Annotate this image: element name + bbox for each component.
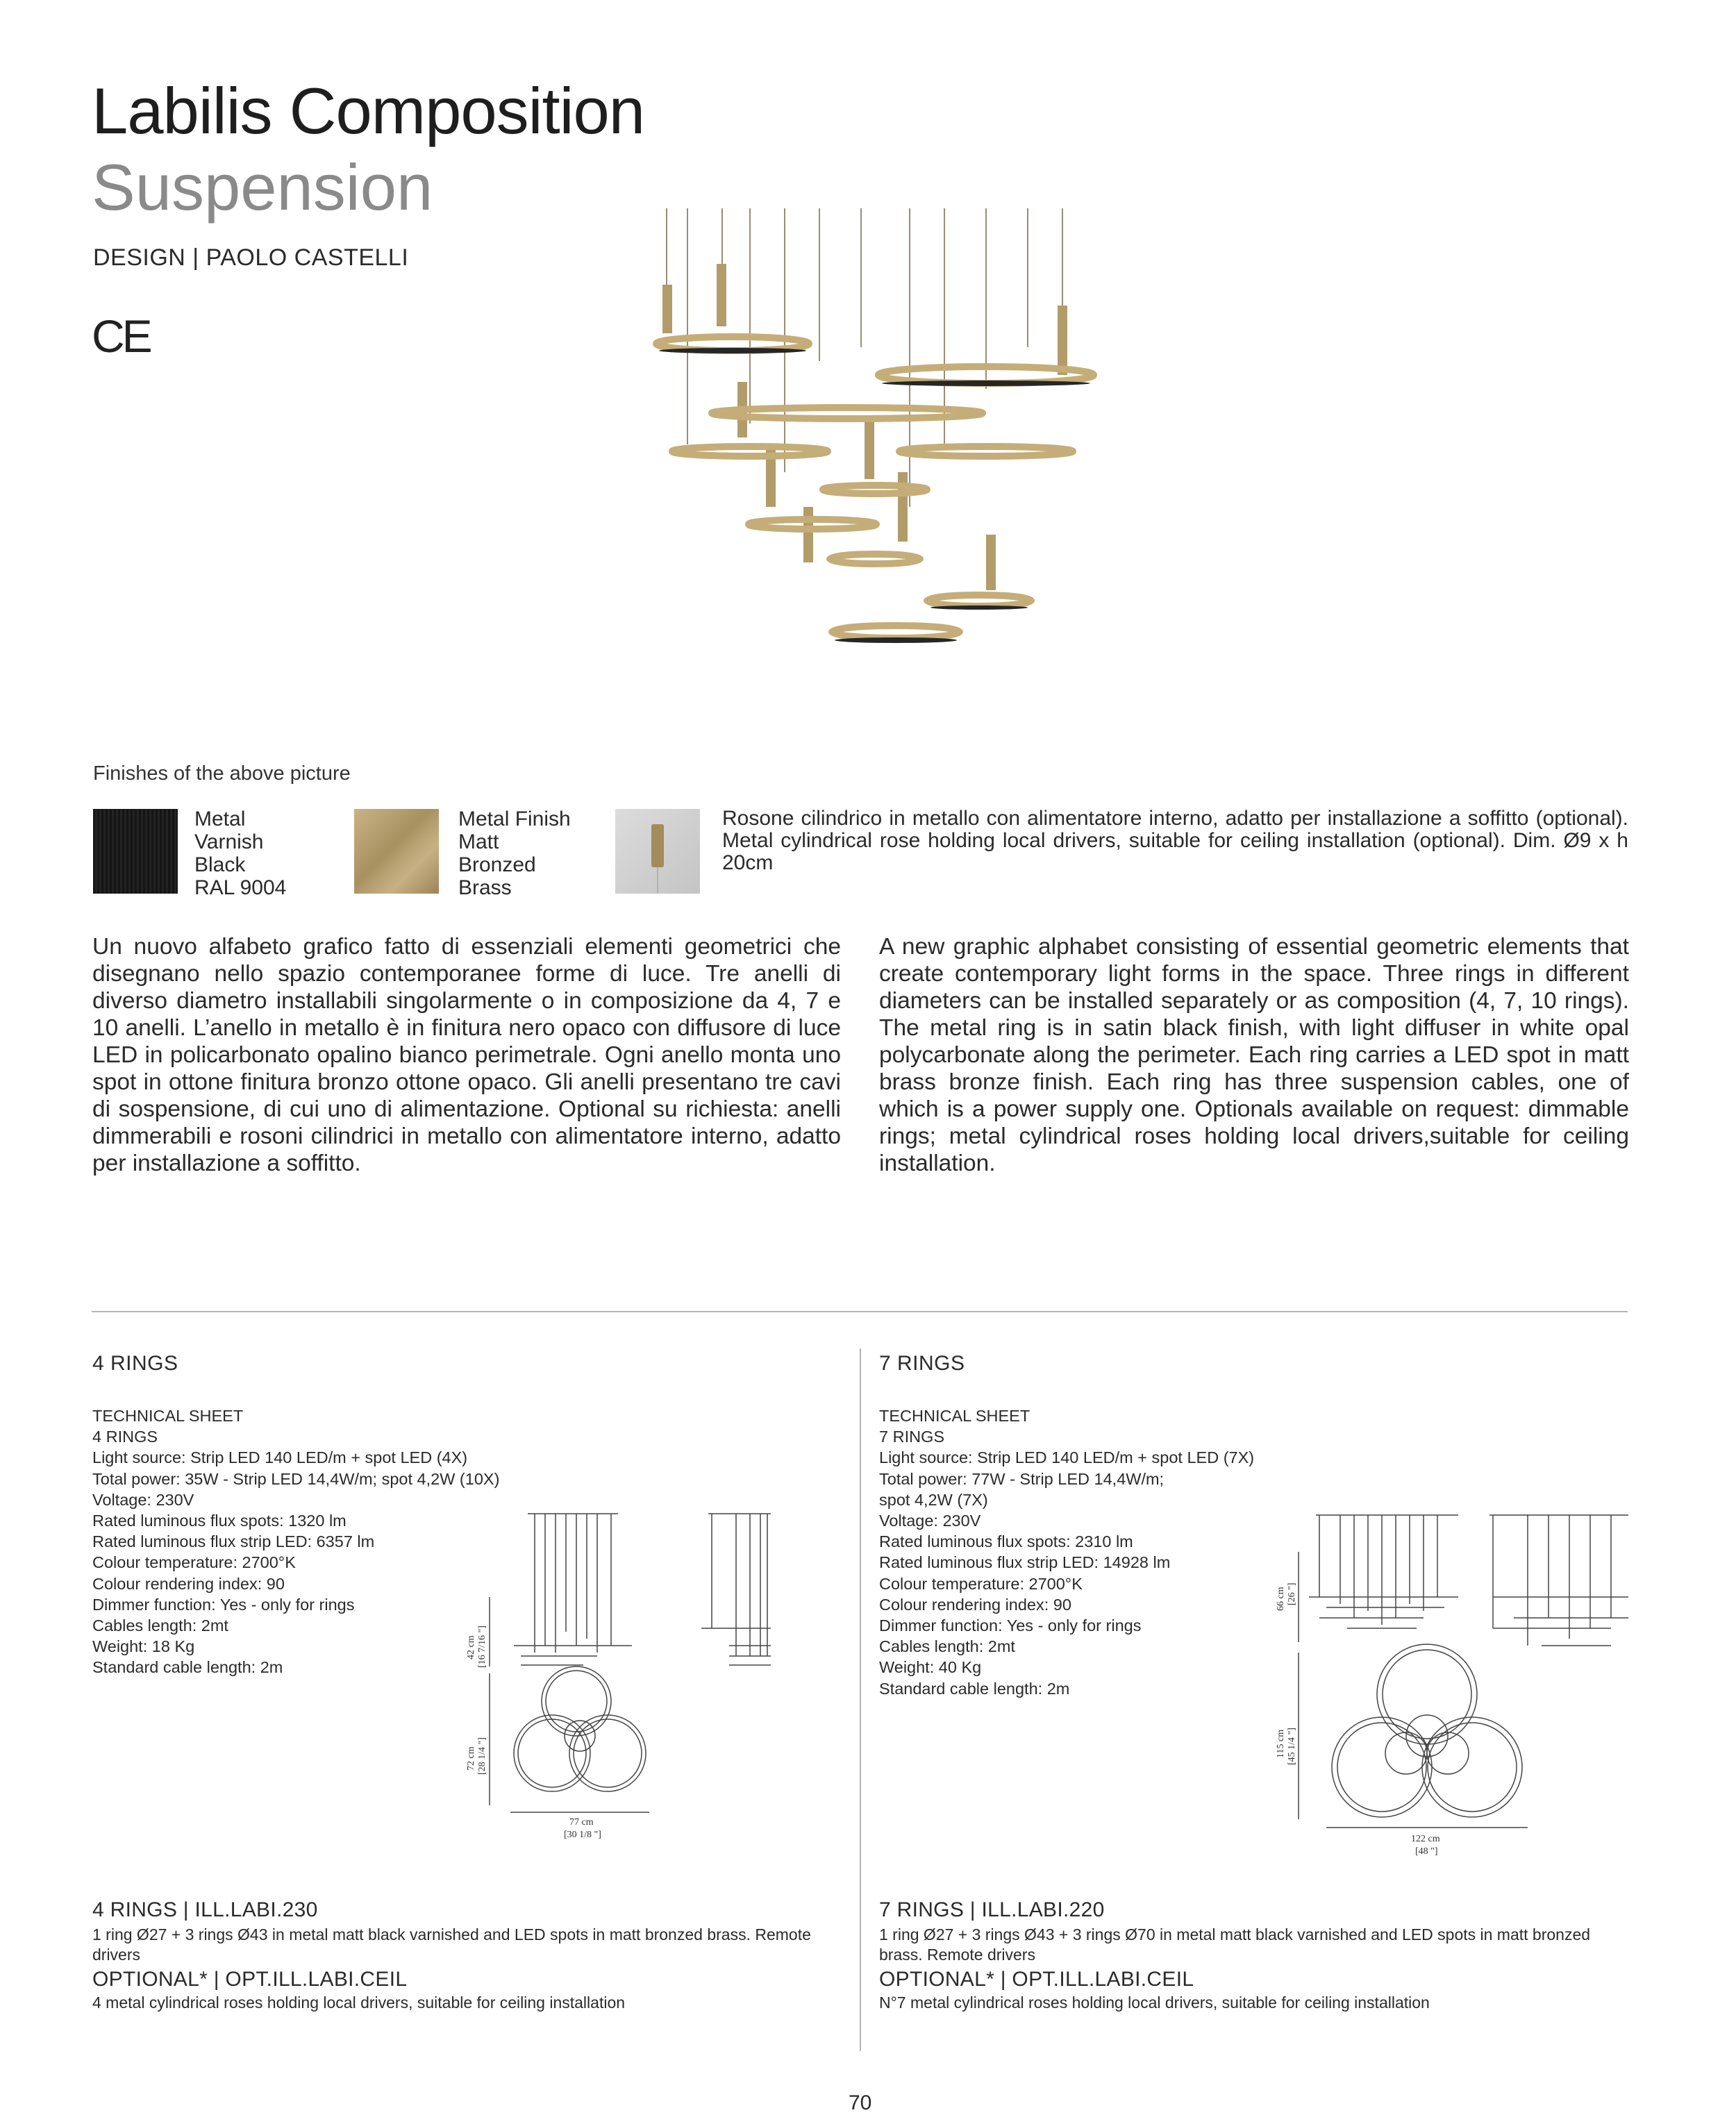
tech-line: Colour rendering index: 90 bbox=[92, 1574, 285, 1593]
finish-black-line: Metal bbox=[194, 808, 246, 830]
tech-line: Weight: 18 Kg bbox=[92, 1637, 195, 1656]
ce-mark-icon: CE bbox=[92, 310, 150, 362]
technical-drawing-4-rings bbox=[444, 1507, 847, 1847]
tech-line: Light source: Strip LED 140 LED/m + spot LED (7X) bbox=[879, 1448, 1255, 1467]
finish-black-text bbox=[194, 808, 286, 899]
dim-width-in: [30 1/8 "] bbox=[564, 1830, 601, 1840]
tech-line: Cables length: 2mt bbox=[879, 1637, 1015, 1656]
finish-brass-line: Brass bbox=[458, 876, 512, 899]
dim-width-cm: 122 cm bbox=[1411, 1834, 1440, 1844]
tech-line: Dimmer function: Yes - only for rings bbox=[879, 1616, 1142, 1635]
finish-swatch-brass bbox=[354, 809, 439, 894]
tech-line: Standard cable length: 2m bbox=[92, 1658, 283, 1677]
brass-spots bbox=[662, 264, 1067, 590]
tech-line: TECHNICAL SHEET bbox=[879, 1407, 1030, 1425]
finish-black-line: RAL 9004 bbox=[194, 876, 287, 899]
tech-sheet-7-rings bbox=[879, 1405, 1254, 1699]
optional-code-7-rings: OPTIONAL* | OPT.ILL.LABI.CEIL bbox=[879, 1968, 1194, 1991]
tech-line: Dimmer function: Yes - only for rings bbox=[92, 1595, 355, 1614]
technical-drawing-7-rings bbox=[1250, 1507, 1639, 1861]
finish-swatch-black bbox=[93, 809, 178, 894]
tech-line: spot 4,2W (7X) bbox=[879, 1490, 988, 1509]
tech-line: Colour rendering index: 90 bbox=[879, 1595, 1071, 1614]
product-photo bbox=[611, 208, 1208, 667]
finish-black-line: Black bbox=[194, 853, 246, 876]
tech-line: Cables length: 2mt bbox=[92, 1616, 228, 1635]
dim-depth-in: [28 1/4 "] bbox=[477, 1737, 487, 1775]
section-title-4-rings: 4 RINGS bbox=[92, 1352, 178, 1375]
tech-line: Voltage: 230V bbox=[92, 1490, 194, 1509]
tech-line: Standard cable length: 2m bbox=[879, 1679, 1070, 1698]
dim-depth-cm: 72 cm bbox=[466, 1746, 476, 1771]
section-title-7-rings: 7 RINGS bbox=[879, 1352, 965, 1375]
description-english: A new graphic alphabet consisting of essential geometric elements that create contemporary light forms in the space. Three rings in different diameters can be installed separately or as composition (4, 7, 10 rings). The metal ring is in satin black finish, with light diffuser in white opal polycarbonate along the perimeter. Each ring carries a LED spot in matt brass bronze finish. Each ring has three suspension cables, one of which is a power supply one. Optionals available on request: dimmable rings; metal cylindrical roses holding local drivers,suitable for ceiling installation. bbox=[879, 934, 1629, 1176]
tech-sheet-4-rings bbox=[92, 1405, 499, 1678]
page-subtitle: Suspension bbox=[92, 151, 433, 224]
column-divider bbox=[860, 1348, 861, 2051]
dim-height-in: [16 7/16 "] bbox=[477, 1625, 487, 1668]
optional-code-4-rings: OPTIONAL* | OPT.ILL.LABI.CEIL bbox=[92, 1968, 408, 1991]
section-divider bbox=[92, 1311, 1628, 1312]
description-italian: Un nuovo alfabeto grafico fatto di essenziali elementi geometrici che disegnano nello spazio contemporanee forme di luce. Tre anelli di diverso diametro installabili singolarmente o in composizione da 4, 7 e 10 anelli. L’anello in metallo è in finitura nero opaco con diffusore di luce LED in policarbonato opalino bianco perimetrale. Ogni anello monta uno spot in ottone finitura bronzo ottone opaco. Gli anelli presentano tre cavi di sospensione, di cui uno di alimentazione. Optional su richiesta: anelli dimmerabili e rosoni cilindrici in metallo con alimentatore interno, adatto per installazione a soffitto. bbox=[92, 934, 841, 1176]
finish-brass-line: Metal Finish bbox=[458, 808, 571, 830]
tech-line: Total power: 77W - Strip LED 14,4W/m; bbox=[879, 1469, 1165, 1488]
finish-black-line: Varnish bbox=[194, 830, 264, 853]
tech-line: 4 RINGS bbox=[92, 1428, 158, 1446]
optional-description-7-rings: N°7 metal cylindrical roses holding local drivers, suitable for ceiling installation bbox=[879, 1993, 1430, 2012]
tech-line: Rated luminous flux strip LED: 6357 lm bbox=[92, 1532, 375, 1551]
finish-brass-line: Bronzed bbox=[458, 853, 536, 876]
product-code-7-rings: 7 RINGS | ILL.LABI.220 bbox=[879, 1898, 1105, 1921]
product-description-4-rings: 1 ring Ø27 + 3 rings Ø43 in metal matt black varnished and LED spots in matt bronzed brass. Remote drivers bbox=[92, 1925, 811, 1964]
tech-line: Colour temperature: 2700°K bbox=[92, 1553, 296, 1572]
rose-icon bbox=[615, 809, 700, 894]
rose-photo bbox=[615, 809, 700, 894]
finish-brass-line: Matt bbox=[458, 830, 499, 853]
tech-line: Rated luminous flux spots: 1320 lm bbox=[92, 1512, 347, 1530]
tech-line: Colour temperature: 2700°K bbox=[879, 1574, 1083, 1593]
tech-line: Rated luminous flux spots: 2310 lm bbox=[879, 1532, 1133, 1551]
designer-credit: DESIGN | PAOLO CASTELLI bbox=[93, 244, 409, 271]
page-title: Labilis Composition bbox=[92, 74, 645, 147]
dim-depth-cm: 115 cm bbox=[1276, 1729, 1286, 1758]
dim-width-cm: 77 cm bbox=[569, 1817, 594, 1828]
tech-line: Total power: 35W - Strip LED 14,4W/m; spot 4,2W (10X) bbox=[92, 1469, 500, 1488]
dim-height-cm: 42 cm bbox=[466, 1635, 476, 1660]
tech-line: Rated luminous flux strip LED: 14928 lm bbox=[879, 1553, 1171, 1572]
tech-line: Weight: 40 Kg bbox=[879, 1658, 982, 1677]
rose-description: Rosone cilindrico in metallo con alimentatore interno, adatto per installazione a soffitto (optional). Metal cylindrical rose holding local drivers, suitable for ceiling installation (optional). Dim. Ø9 x h 20cm bbox=[722, 807, 1628, 874]
dim-height-cm: 66 cm bbox=[1276, 1587, 1286, 1611]
dim-width-in: [48 "] bbox=[1415, 1846, 1438, 1857]
product-description-7-rings: 1 ring Ø27 + 3 rings Ø43 + 3 rings Ø70 in metal matt black varnished and LED spots in matt bronzed brass. Remote drivers bbox=[879, 1925, 1591, 1964]
page-number: 70 bbox=[849, 2091, 872, 2114]
finish-brass-text bbox=[458, 808, 571, 899]
tech-line: 7 RINGS bbox=[879, 1428, 945, 1446]
tech-line: Voltage: 230V bbox=[879, 1512, 981, 1530]
finishes-label: Finishes of the above picture bbox=[93, 762, 351, 785]
tech-line: TECHNICAL SHEET bbox=[92, 1407, 244, 1425]
product-code-4-rings: 4 RINGS | ILL.LABI.230 bbox=[92, 1898, 318, 1921]
dim-height-in: [26 "] bbox=[1287, 1582, 1297, 1605]
dim-depth-in: [45 1/4 "] bbox=[1287, 1728, 1297, 1765]
tech-line: Light source: Strip LED 140 LED/m + spot LED (4X) bbox=[92, 1448, 468, 1467]
optional-description-4-rings: 4 metal cylindrical roses holding local drivers, suitable for ceiling installation bbox=[92, 1993, 626, 2012]
